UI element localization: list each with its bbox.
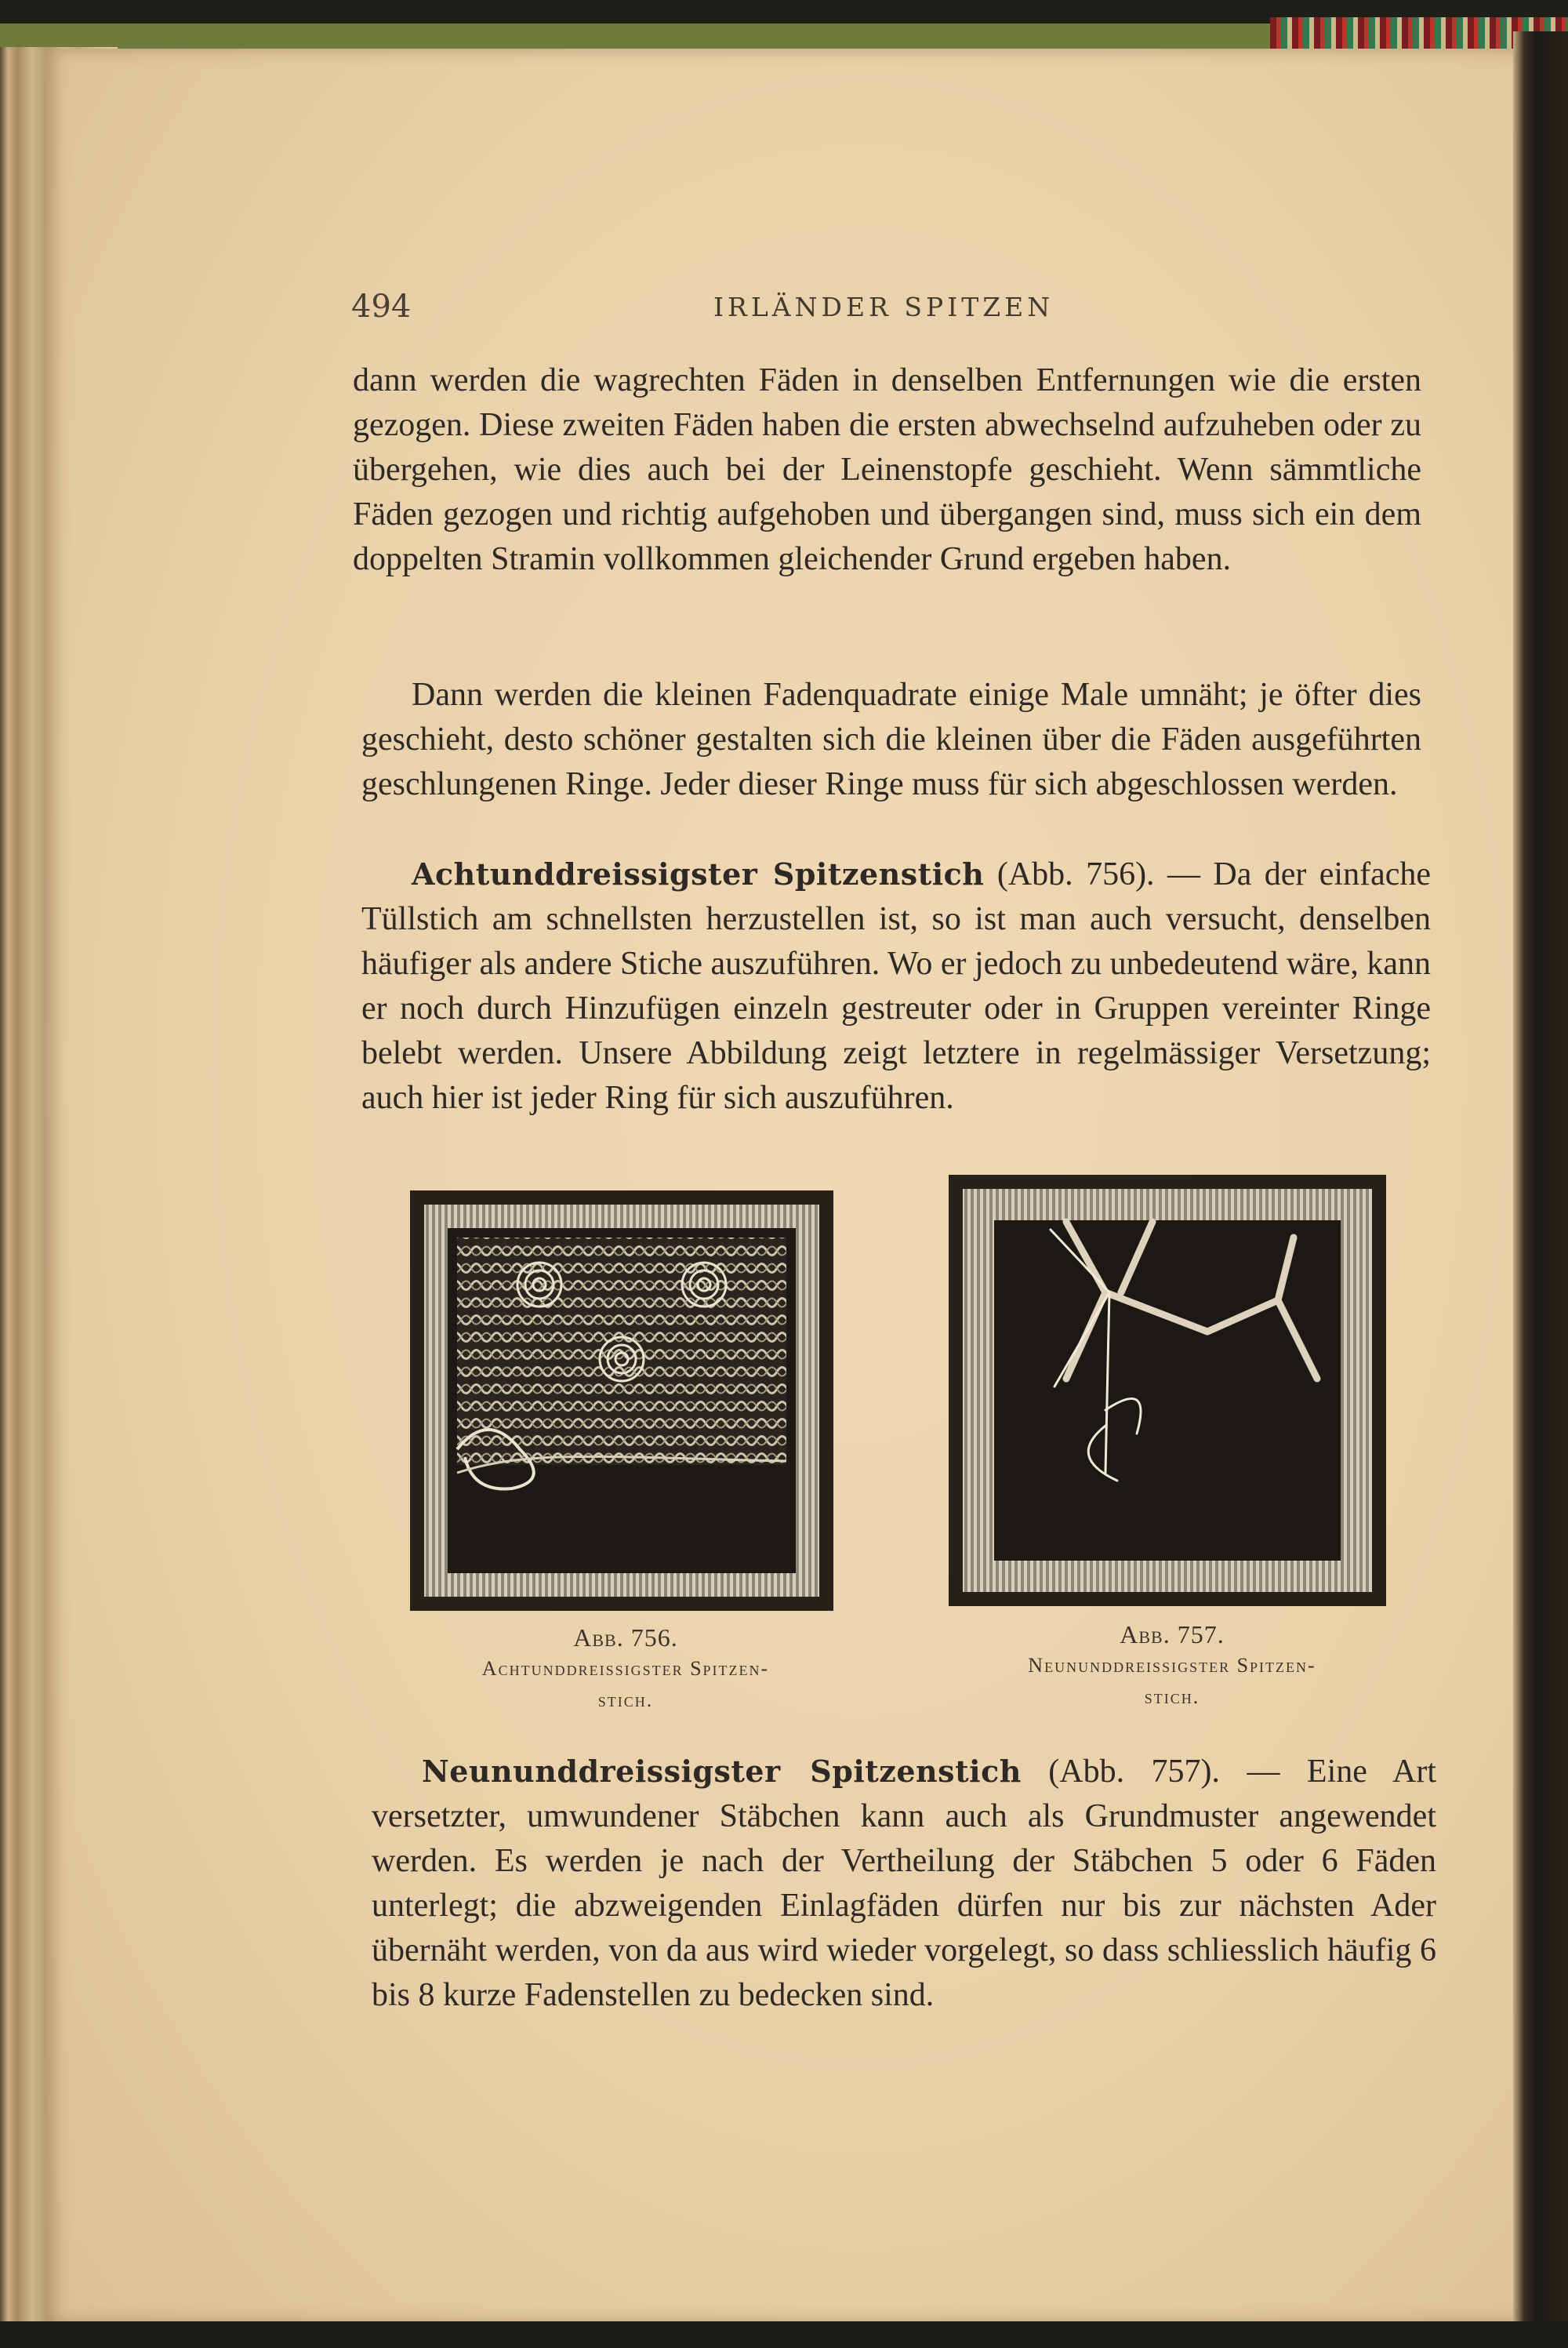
book-spine-gutter [1513,31,1568,2348]
book-board-bottom [0,2321,1568,2348]
lace-wrapped-bars-illustration [949,1175,1386,1606]
figure-757-title: Neununddreissigster Spitzen- [1028,1654,1316,1677]
paragraph-stitch-38 [361,852,1431,1121]
paragraph-continuation: dann werden die wagrechten Fäden in denselben Entfernungen wie die ersten gezogen. Diese zweiten Fäden haben die ersten abwechselnd aufzuheben oder zu übergehen, wie dies auch bei der Leinenstopfe geschieht. Wenn sämmtliche Fäden gezogen und richtig aufgehoben und übergangen sind, muss sich ein dem doppelten Stramin vollkommen gleichender Grund ergeben haben. [353,362,1421,577]
figure-756-title: Achtunddreissigster Spitzen- [481,1657,770,1680]
stitch-39-body: (Abb. 757). — Eine Art versetzter, umwundener Stäbchen kann auch als Grundmuster angewendet werden. Es werden je nach der Vertheilung der Stäbchen 5 oder 6 Fäden unterlegt; die abzweigenden Einlagfäden dürfen nur bis zur nächsten Ader übernäht werden, von da aus wird wieder vorgelegt, so dass schliesslich häufig 6 bis 8 kurze Fadenstellen zu bedecken sind. [372,1754,1436,2013]
figure-757-lace-sample [949,1175,1386,1606]
figure-756-title-cont: stich. [597,1688,654,1711]
paragraph-rings: Dann werden die kleinen Fadenquadrate einige Male umnäht; je öfter dies geschieht, desto schöner gestalten sich die kleinen über die Fäden ausgeführten geschlungenen Ringe. Jeder dieser Ringe muss für sich abgeschlossen werden. [361,677,1421,802]
stitch-38-body: (Abb. 756). — Da der einfache Tüllstich am schnellsten herzustellen ist, so ist man auch versucht, denselben häufiger als andere Stiche auszuführen. Wo er jedoch zu unbedeutend wäre, kann er noch durch Hinzufügen einzeln gestreuter oder in Gruppen vereinter Ringe belebt werden. Unsere Abbildung zeigt letztere in regelmässiger Versetzung; auch hier ist jeder Ring für sich auszuführen. [361,856,1431,1116]
stitch-38-heading: Achtunddreissigster Spitzenstich [412,856,985,892]
figure-757-title-cont: stich. [1144,1685,1200,1708]
figure-756-caption [406,1622,845,1716]
running-head [351,285,1449,329]
page-number: 494 [351,289,412,325]
stitch-39-heading: Neununddreissigster Spitzenstich [422,1754,1022,1789]
running-title: IRLÄNDER SPITZEN [713,292,1054,322]
figure-756-lace-sample [410,1190,833,1611]
paragraph-stitch-39 [372,1749,1436,2018]
lace-tulle-rings-illustration [410,1190,833,1611]
figure-756-label: Abb. 756. [573,1623,678,1652]
figure-757-caption [949,1619,1396,1713]
figure-757-label: Abb. 757. [1120,1620,1225,1648]
